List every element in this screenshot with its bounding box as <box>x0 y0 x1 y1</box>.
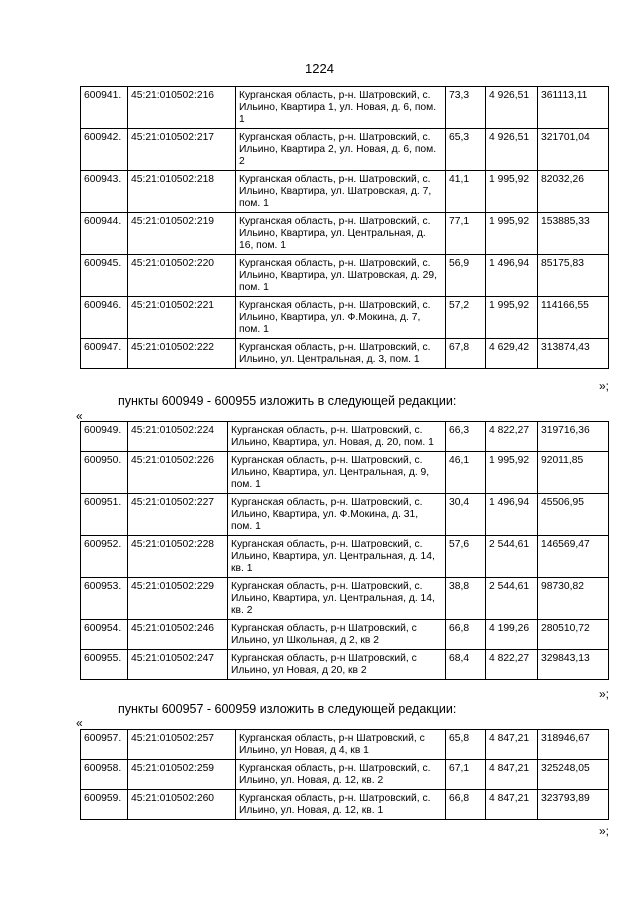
cadastral-number-cell: 45:21:010502:247 <box>128 650 228 680</box>
cadastral-number-cell: 45:21:010502:224 <box>128 422 228 452</box>
cadastral-value-cell: 98730,82 <box>538 578 609 620</box>
table-row <box>81 255 609 297</box>
entry-number-cell: 600952. <box>81 536 128 578</box>
cadastral-value-cell: 45506,95 <box>538 494 609 536</box>
address-cell: Курганская область, р-н. Шатровский, с. Ильино, ул. Новая, д. 12, кв. 1 <box>236 790 446 820</box>
cadastral-value-cell: 280510,72 <box>538 620 609 650</box>
entry-number-cell: 600942. <box>81 129 128 171</box>
cadastral-value-cell: 153885,33 <box>538 213 609 255</box>
area-cell: 57,6 <box>446 536 486 578</box>
entry-number-cell: 600941. <box>81 87 128 129</box>
area-cell: 68,4 <box>446 650 486 680</box>
price-per-sqm-cell: 1 995,92 <box>486 297 538 339</box>
price-per-sqm-cell: 1 496,94 <box>486 255 538 297</box>
amendment-instruction-2: пункты 600957 - 600959 изложить в следующей редакции: <box>118 702 457 716</box>
table-row <box>81 578 609 620</box>
table-body <box>81 730 609 820</box>
cadastral-value-cell: 323793,89 <box>538 790 609 820</box>
table-body <box>81 87 609 369</box>
price-per-sqm-cell: 1 995,92 <box>486 171 538 213</box>
area-cell: 66,8 <box>446 620 486 650</box>
cadastral-value-cell: 85175,83 <box>538 255 609 297</box>
cadastral-number-cell: 45:21:010502:222 <box>128 339 236 369</box>
address-cell: Курганская область, р-н. Шатровский, с. Ильино, Квартира 2, ул. Новая, д. 6, пом. 2 <box>236 129 446 171</box>
address-cell: Курганская область, р-н. Шатровский, с. Ильино, Квартира, ул. Центральная, д. 16, пом. 1 <box>236 213 446 255</box>
address-cell: Курганская область, р-н. Шатровский, с. Ильино, Квартира, ул. Центральная, д. 14, кв. 1 <box>228 536 446 578</box>
table-row <box>81 730 609 760</box>
entry-number-cell: 600950. <box>81 452 128 494</box>
area-cell: 66,3 <box>446 422 486 452</box>
address-cell: Курганская область, р-н. Шатровский, с. Ильино, Квартира, ул. Новая, д. 20, пом. 1 <box>228 422 446 452</box>
table-row <box>81 213 609 255</box>
table-row <box>81 297 609 339</box>
cadastral-value-cell: 318946,67 <box>538 730 609 760</box>
area-cell: 77,1 <box>446 213 486 255</box>
address-cell: Курганская область, р-н. Шатровский, с. Ильино, Квартира, ул. Центральная, д. 9, пом. 1 <box>228 452 446 494</box>
cadastral-number-cell: 45:21:010502:220 <box>128 255 236 297</box>
area-cell: 65,8 <box>446 730 486 760</box>
amendment-instruction-1: пункты 600949 - 600955 изложить в следующей редакции: <box>118 394 457 408</box>
price-per-sqm-cell: 1 496,94 <box>486 494 538 536</box>
price-per-sqm-cell: 4 847,21 <box>486 760 538 790</box>
cadastral-number-cell: 45:21:010502:260 <box>128 790 236 820</box>
closing-quote-1: »; <box>598 379 609 393</box>
address-cell: Курганская область, р-н. Шатровский, с. Ильино, Квартира, ул. Шатровская, д. 29, пом. 1 <box>236 255 446 297</box>
cadastral-number-cell: 45:21:010502:228 <box>128 536 228 578</box>
price-per-sqm-cell: 4 847,21 <box>486 730 538 760</box>
area-cell: 41,1 <box>446 171 486 213</box>
cadastral-number-cell: 45:21:010502:227 <box>128 494 228 536</box>
price-per-sqm-cell: 4 926,51 <box>486 87 538 129</box>
entry-number-cell: 600954. <box>81 620 128 650</box>
address-cell: Курганская область, р-н. Шатровский, с. Ильино, ул. Центральная, д. 3, пом. 1 <box>236 339 446 369</box>
entry-number-cell: 600959. <box>81 790 128 820</box>
area-cell: 66,8 <box>446 790 486 820</box>
table-row <box>81 650 609 680</box>
cadastral-number-cell: 45:21:010502:217 <box>128 129 236 171</box>
cadastral-value-cell: 321701,04 <box>538 129 609 171</box>
area-cell: 73,3 <box>446 87 486 129</box>
table-row <box>81 536 609 578</box>
entry-number-cell: 600945. <box>81 255 128 297</box>
cadastral-number-cell: 45:21:010502:229 <box>128 578 228 620</box>
cadastral-value-cell: 82032,26 <box>538 171 609 213</box>
price-per-sqm-cell: 2 544,61 <box>486 536 538 578</box>
price-per-sqm-cell: 4 926,51 <box>486 129 538 171</box>
register-table-1 <box>80 86 609 369</box>
table-row <box>81 339 609 369</box>
page-number: 1224 <box>305 61 334 76</box>
address-cell: Курганская область, р-н Шатровский, с Ильино, ул Новая, д 20, кв 2 <box>228 650 446 680</box>
table-body <box>81 422 609 680</box>
price-per-sqm-cell: 2 544,61 <box>486 578 538 620</box>
cadastral-number-cell: 45:21:010502:226 <box>128 452 228 494</box>
cadastral-value-cell: 325248,05 <box>538 760 609 790</box>
entry-number-cell: 600947. <box>81 339 128 369</box>
cadastral-value-cell: 329843,13 <box>538 650 609 680</box>
entry-number-cell: 600943. <box>81 171 128 213</box>
entry-number-cell: 600949. <box>81 422 128 452</box>
area-cell: 57,2 <box>446 297 486 339</box>
area-cell: 46,1 <box>446 452 486 494</box>
cadastral-number-cell: 45:21:010502:219 <box>128 213 236 255</box>
price-per-sqm-cell: 1 995,92 <box>486 213 538 255</box>
cadastral-number-cell: 45:21:010502:221 <box>128 297 236 339</box>
cadastral-value-cell: 361113,11 <box>538 87 609 129</box>
cadastral-number-cell: 45:21:010502:257 <box>128 730 236 760</box>
address-cell: Курганская область, р-н. Шатровский, с. Ильино, Квартира, ул. Шатровская, д. 7, пом. 1 <box>236 171 446 213</box>
table-row <box>81 422 609 452</box>
table-row <box>81 620 609 650</box>
cadastral-number-cell: 45:21:010502:259 <box>128 760 236 790</box>
address-cell: Курганская область, р-н. Шатровский, с. Ильино, Квартира 1, ул. Новая, д. 6, пом. 1 <box>236 87 446 129</box>
address-cell: Курганская область, р-н. Шатровский, с. Ильино, ул. Новая, д. 12, кв. 2 <box>236 760 446 790</box>
table-row <box>81 452 609 494</box>
entry-number-cell: 600955. <box>81 650 128 680</box>
address-cell: Курганская область, р-н Шатровский, с Ильино, ул Новая, д 4, кв 1 <box>236 730 446 760</box>
table-row <box>81 494 609 536</box>
address-cell: Курганская область, р-н. Шатровский, с. Ильино, Квартира, ул. Ф.Мокина, д. 31, пом. 1 <box>228 494 446 536</box>
price-per-sqm-cell: 4 847,21 <box>486 790 538 820</box>
area-cell: 67,1 <box>446 760 486 790</box>
table-row <box>81 129 609 171</box>
price-per-sqm-cell: 4 822,27 <box>486 650 538 680</box>
address-cell: Курганская область, р-н. Шатровский, с. Ильино, Квартира, ул. Ф.Мокина, д. 7, пом. 1 <box>236 297 446 339</box>
cadastral-value-cell: 146569,47 <box>538 536 609 578</box>
cadastral-number-cell: 45:21:010502:216 <box>128 87 236 129</box>
area-cell: 30,4 <box>446 494 486 536</box>
table-row <box>81 171 609 213</box>
cadastral-value-cell: 114166,55 <box>538 297 609 339</box>
register-table-3 <box>80 729 609 820</box>
closing-quote-2: »; <box>598 687 609 701</box>
cadastral-value-cell: 313874,43 <box>538 339 609 369</box>
table-row <box>81 790 609 820</box>
cadastral-value-cell: 319716,36 <box>538 422 609 452</box>
opening-quote-2: « <box>76 716 83 730</box>
entry-number-cell: 600957. <box>81 730 128 760</box>
entry-number-cell: 600951. <box>81 494 128 536</box>
entry-number-cell: 600958. <box>81 760 128 790</box>
register-table-2 <box>80 421 609 680</box>
price-per-sqm-cell: 1 995,92 <box>486 452 538 494</box>
price-per-sqm-cell: 4 629,42 <box>486 339 538 369</box>
area-cell: 56,9 <box>446 255 486 297</box>
entry-number-cell: 600944. <box>81 213 128 255</box>
address-cell: Курганская область, р-н. Шатровский, с. Ильино, Квартира, ул. Центральная, д. 14, кв. 2 <box>228 578 446 620</box>
closing-quote-3: »; <box>598 824 609 838</box>
area-cell: 67,8 <box>446 339 486 369</box>
table-row <box>81 760 609 790</box>
area-cell: 38,8 <box>446 578 486 620</box>
price-per-sqm-cell: 4 199,26 <box>486 620 538 650</box>
area-cell: 65,3 <box>446 129 486 171</box>
cadastral-value-cell: 92011,85 <box>538 452 609 494</box>
cadastral-number-cell: 45:21:010502:218 <box>128 171 236 213</box>
address-cell: Курганская область, р-н Шатровский, с Ильино, ул Школьная, д 2, кв 2 <box>228 620 446 650</box>
entry-number-cell: 600953. <box>81 578 128 620</box>
entry-number-cell: 600946. <box>81 297 128 339</box>
price-per-sqm-cell: 4 822,27 <box>486 422 538 452</box>
opening-quote-1: « <box>76 409 83 423</box>
table-row <box>81 87 609 129</box>
cadastral-number-cell: 45:21:010502:246 <box>128 620 228 650</box>
